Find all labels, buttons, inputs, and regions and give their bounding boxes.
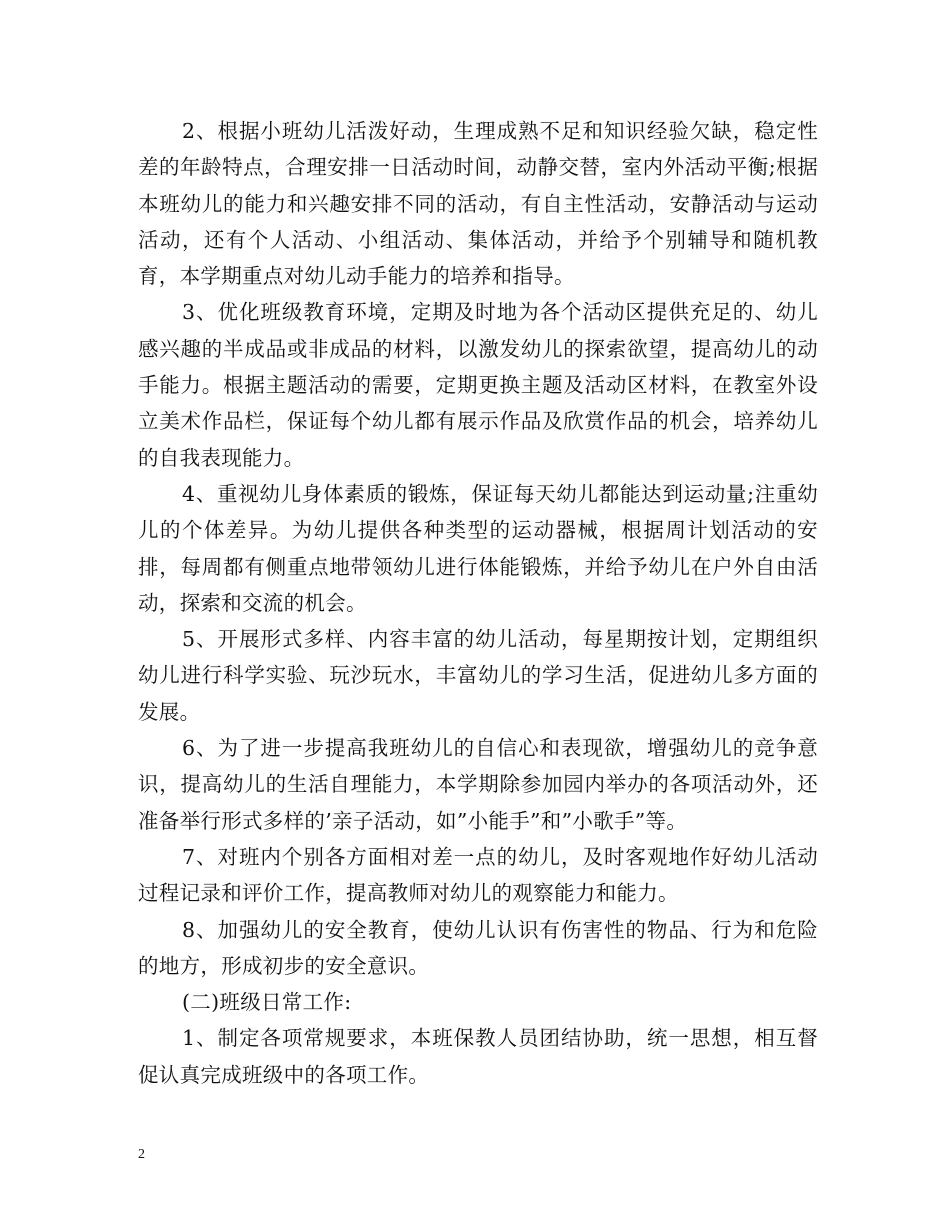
paragraph-item-4: 4、重视幼儿身体素质的锻炼，保证每天幼儿都能达到运动量;注重幼儿的个体差异。为幼儿提供各种类型的运动器械，根据周计划活动的安排，每周都有侧重点地带领幼儿进行体能锻炼，并给予幼儿在户外自由活动，探索和交流的机会。 [138, 481, 818, 615]
paragraph-item-7: 7、对班内个别各方面相对差一点的幼儿，及时客观地作好幼儿活动过程记录和评价工作，提高教师对幼儿的观察能力和能力。 [138, 844, 818, 906]
document-body [138, 113, 818, 1093]
paragraph-item-3: 3、优化班级教育环境，定期及时地为各个活动区提供充足的、幼儿感兴趣的半成品或非成品的材料，以激发幼儿的探索欲望，提高幼儿的动手能力。根据主题活动的需要，定期更换主题及活动区材料，在教室外设立美术作品栏，保证每个幼儿都有展示作品及欣赏作品的机会，培养幼儿的自我表现能力。 [138, 300, 818, 470]
paragraph-item-2: 2、根据小班幼儿活泼好动，生理成熟不足和知识经验欠缺，稳定性差的年龄特点，合理安排一日活动时间，动静交替，室内外活动平衡;根据本班幼儿的能力和兴趣安排不同的活动，有自主性活动，安静活动与运动活动，还有个人活动、小组活动、集体活动，并给予个别辅导和随机教育，本学期重点对幼儿动手能力的培养和指导。 [138, 119, 818, 289]
paragraph-item-8: 8、加强幼儿的安全教育，使幼儿认识有伤害性的物品、行为和危险的地方，形成初步的安全意识。 [138, 917, 818, 978]
paragraph-item-6: 6、为了进一步提高我班幼儿的自信心和表现欲，增强幼儿的竞争意识，提高幼儿的生活自理能力，本学期除参加园内举办的各项活动外，还准备举行形式多样的’亲子活动，如”小能手”和”小歌手”等。 [138, 736, 818, 833]
section-heading-daily-work: (二)班级日常工作: [182, 990, 352, 1015]
paragraph-daily-work-1: 1、制定各项常规要求，本班保教人员团结协助，统一思想，相互督促认真完成班级中的各项工作。 [138, 1026, 818, 1087]
page-number: 2 [138, 1147, 145, 1162]
paragraph-item-5: 5、开展形式多样、内容丰富的幼儿活动，每星期按计划，定期组织幼儿进行科学实验、玩沙玩水，丰富幼儿的学习生活，促进幼儿多方面的发展。 [138, 627, 818, 724]
